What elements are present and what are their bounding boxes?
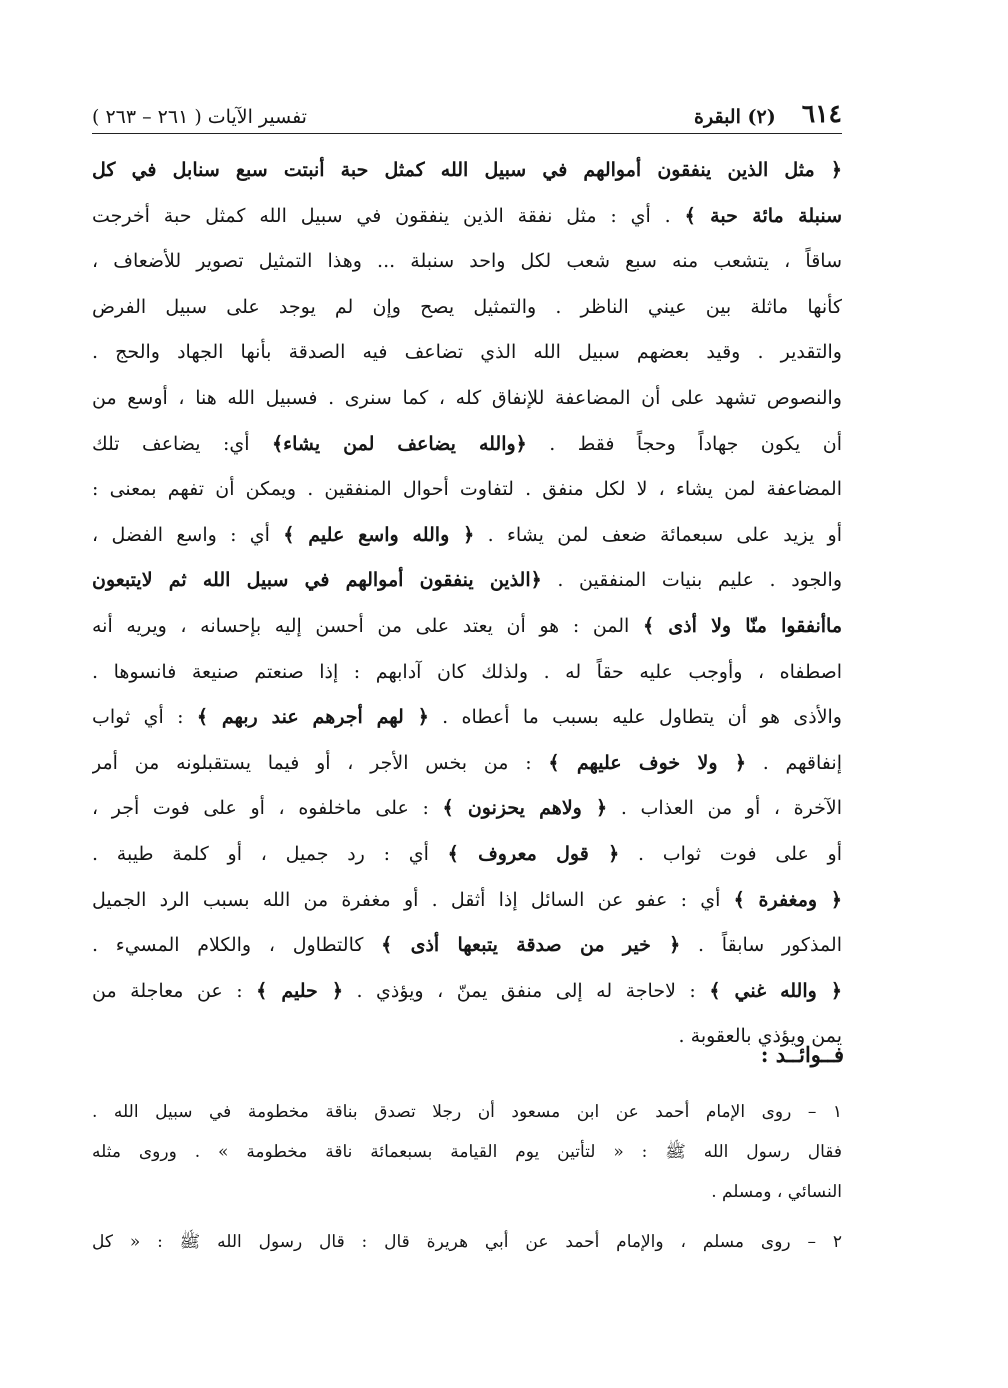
text-line (92, 330, 842, 376)
quran-verse: ﴿ والله واسع عليم ﴾ (283, 523, 475, 546)
quran-verse: ﴿ قول معروف ﴾ (447, 842, 620, 865)
commentary-text: المذكور سابقاً . (680, 934, 842, 957)
quran-verse: ماأنفقوا منّا ولا أذى ﴾ (642, 614, 842, 637)
header-right-group (694, 99, 842, 128)
page-number: ٦١٤ (801, 99, 842, 128)
text-line (92, 148, 842, 194)
commentary-text: المضاعفة لمن يشاء ، لا لكل منفق . لتفاوت أحوال المنفقين . ويمكن أن تفهم بمعنى : (92, 478, 842, 501)
running-header (92, 88, 842, 128)
text-line (92, 422, 842, 468)
quran-verse: ﴿ ولاهم يحزنون ﴾ (442, 797, 608, 820)
text-line (92, 741, 842, 787)
commentary-text: والتقدير . وقيد بعضهم سبيل الله الذي تضاعف فيه الصدقة بأنها الجهاد والحج . (92, 341, 842, 364)
text-line (92, 786, 842, 832)
commentary-text: : من بخس الأجر ، أو فيما يستقبلونه من أمر (92, 751, 549, 774)
commentary-text: اصطفاه ، وأوجب عليه حقاً له . ولذلك كان آدابهم : إذا صنعتم صنيعة فانسوها . (92, 660, 842, 683)
commentary-text: : لاحاجة له إلى منفق يمنّ ، ويؤذي . (342, 979, 710, 1002)
commentary-text: أن يكون جهاداً وحجاً فقط . (526, 432, 842, 455)
commentary-text: : على ماخلفوه ، أو على فوت أجر ، (92, 797, 443, 820)
text-line (92, 513, 842, 559)
commentary-text: كالتطاول ، والكلام المسيء . (92, 934, 382, 957)
text-line (92, 239, 842, 285)
text-line (92, 285, 842, 331)
text-line (92, 878, 842, 924)
text-line (92, 969, 842, 1015)
commentary-text: . أي : مثل نفقة الذين ينفقون في سبيل الله كمثل حبة أخرجت (92, 204, 685, 227)
quran-verse: ﴿ والله غني ﴾ (709, 979, 842, 1002)
quran-verse: ﴿ حليم ﴾ (256, 979, 343, 1002)
quran-verse: ﴿ ومغفرة ﴾ (733, 888, 842, 911)
commentary-text: أو على فوت ثواب . (619, 842, 842, 865)
commentary-text: والجود . عليم بنيات المنفقين . (541, 569, 842, 592)
quran-verse: ﴿ ولا خوف عليهم ﴾ (548, 751, 746, 774)
fawaid-heading: فــوائــد : (760, 1042, 844, 1067)
quran-verse: ﴿ لهم أجرهم عند ربهم ﴾ (196, 706, 429, 729)
commentary-text: : عن معاجلة من (92, 979, 257, 1002)
surah-title: (٢) البقرة (694, 106, 776, 128)
footnotes (92, 1092, 842, 1262)
text-line (92, 650, 842, 696)
commentary-text: أي: يضاعف تلك (92, 432, 273, 455)
quran-verse: ﴿والله يضاعف لمن يشاء﴾ (272, 432, 527, 455)
text-line (92, 604, 842, 650)
commentary-text: إنفاقهم . (745, 751, 842, 774)
commentary-text: كأنها ماثلة بين عيني الناظر . والتمثيل يصح وإن لم يوجد على سبيل الفرض (92, 295, 842, 318)
text-line (92, 194, 842, 240)
commentary-text: أي : عفو عن السائل إذا أثقل . أو مغفرة من الله بسبب الرد الجميل (92, 888, 734, 911)
footnote-line: ٢ – روى مسلم ، والإمام أحمد عن أبي هريرة قال : قال رسول الله ﷺ : « كل (92, 1232, 842, 1252)
header-rule (92, 133, 842, 134)
quran-verse: ﴿الذين ينفقون أموالهم في سبيل الله ثم لايتبعون (92, 569, 542, 592)
commentary-text: أي : واسع الفضل ، (92, 523, 284, 546)
commentary-text: أي : رد جميل ، أو كلمة طيبة . (92, 842, 448, 865)
footnote-line: فقال رسول الله ﷺ : « لتأتين يوم القيامة بسبعمائة ناقة مخطومة » . وروى مثله (92, 1142, 842, 1162)
text-line (92, 1014, 842, 1060)
text-line (92, 376, 842, 422)
text-line (92, 923, 842, 969)
tafsir-body (92, 148, 842, 1060)
commentary-text: : أي ثواب (92, 706, 197, 729)
quran-verse: ﴿ مثل الذين ينفقون أموالهم في سبيل الله كمثل حبة أنبتت سبع سنابل في كل (92, 159, 842, 181)
commentary-text: المن : هو أن يعتد على من أحسن إليه بإحسانه ، ويريه أنه (92, 614, 643, 637)
text-line (92, 832, 842, 878)
text-line (92, 558, 842, 604)
commentary-text: الآخرة ، أو من العذاب . (607, 797, 842, 820)
section-title: تفسير الآيات ( ٢٦١ – ٢٦٣ ) (92, 106, 307, 128)
commentary-text: والأذى هو أن يتطاول عليه بسبب ما أعطاه . (428, 706, 842, 729)
text-line (92, 695, 842, 741)
commentary-text: ساقاً ، يتشعب منه سبع شعب لكل واحد سنبلة ... وهذا التمثيل تصوير للأضعاف ، (92, 250, 842, 273)
commentary-text: يمن ويؤذي بالعقوبة . (678, 1025, 842, 1048)
quran-verse: ﴿ خير من صدقة يتبعها أذى ﴾ (381, 934, 681, 957)
quran-verse: سنبلة مائة حبة ﴾ (684, 204, 842, 227)
footnote-line: النسائي ، ومسلم . (711, 1182, 842, 1202)
commentary-text: أو يزيد على سبعمائة ضعف لمن يشاء . (474, 523, 842, 546)
footnote-line: ١ – روى الإمام أحمد عن ابن مسعود أن رجلا تصدق بناقة مخطومة في سبيل الله . (92, 1102, 842, 1122)
commentary-text: والنصوص تشهد على أن المضاعفة للإنفاق كله ، كما سنرى . فسبيل الله هنا ، أوسع من (92, 386, 842, 409)
text-line (92, 467, 842, 513)
